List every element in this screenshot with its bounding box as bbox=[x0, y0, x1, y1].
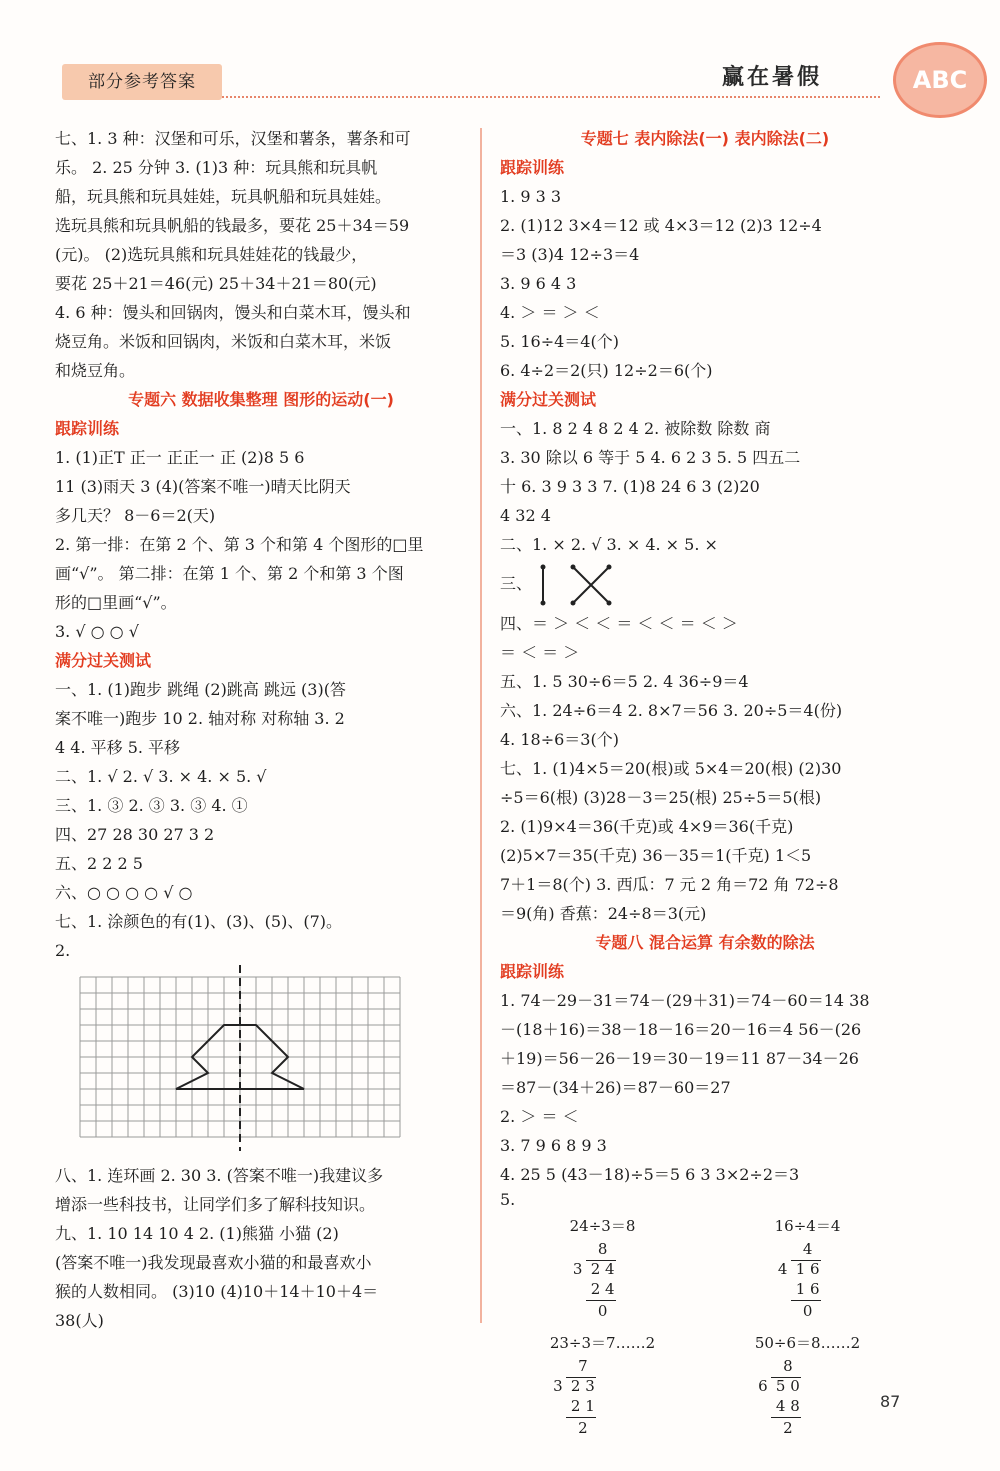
subtraction-line bbox=[586, 1300, 616, 1301]
full-score-test-label: 满分过关测试 bbox=[55, 651, 152, 670]
long-division bbox=[755, 1357, 815, 1441]
quotient: 8 bbox=[783, 1357, 793, 1375]
answer-line: ＝ ＜ ＝ ＞ bbox=[500, 643, 580, 662]
topic-six-title: 专题六 数据收集整理 图形的运动(一) bbox=[128, 390, 394, 409]
answer-line: 四、27 28 30 27 3 2 bbox=[55, 825, 215, 844]
right-column bbox=[500, 124, 910, 1449]
answer-line: ＝87－(34＋26)＝87－60＝27 bbox=[500, 1078, 731, 1097]
dividend: 2 4 bbox=[590, 1260, 615, 1278]
answer-line: 乐。 2. 25 分钟 3. (1)3 种：玩具熊和玩具帆 bbox=[55, 158, 378, 177]
dividend: 1 6 bbox=[795, 1260, 820, 1278]
answer-line: 五、2 2 2 5 bbox=[55, 854, 143, 873]
answer-line: 烧豆角。米饭和回锅肉，米饭和白菜木耳，米饭 bbox=[55, 332, 392, 351]
answer-line: 2. (1)9×4＝36(千克)或 4×9＝36(千克) bbox=[500, 817, 794, 836]
long-division bbox=[775, 1240, 835, 1324]
quotient: 4 bbox=[802, 1240, 813, 1258]
answer-line: ＋19)＝56－26－19＝30－19＝11 87－34－26 bbox=[500, 1049, 859, 1068]
divisor: 4 bbox=[777, 1260, 788, 1278]
long-division-item bbox=[570, 1215, 636, 1324]
answer-line: 一、1. (1)跑步 跳绳 (2)跳高 跳远 (3)(答 bbox=[55, 680, 346, 699]
divisor: 6 bbox=[758, 1377, 768, 1395]
answer-line: 多几天？ 8－6＝2(天) bbox=[55, 506, 216, 525]
answer-line: 2. 第一排：在第 2 个、第 3 个和第 4 个图形的□里 bbox=[55, 535, 424, 554]
track-answers bbox=[500, 182, 910, 385]
long-division-item bbox=[550, 1332, 655, 1441]
subtraction-line bbox=[791, 1300, 821, 1301]
answer-line: 案不唯一)跑步 10 2. 轴对称 对称轴 3. 2 bbox=[55, 709, 345, 728]
answer-line: 5. 16÷4＝4(个) bbox=[500, 332, 619, 351]
remainder: 0 bbox=[597, 1302, 608, 1320]
answer-line: 2. (1)12 3×4＝12 或 4×3＝12 (2)3 12÷4 bbox=[500, 216, 822, 235]
symmetry-grid-figure bbox=[75, 965, 467, 1151]
answer-line: 六、1. 24÷6＝4 2. 8×7＝56 3. 20÷5＝4(份) bbox=[500, 701, 843, 720]
quotient: 8 bbox=[597, 1240, 608, 1258]
track-training-label: 跟踪训练 bbox=[500, 962, 565, 981]
matching-answer-row bbox=[500, 559, 910, 609]
answer-line: 11 (3)雨天 3 (4)(答案不唯一)晴天比阴天 bbox=[55, 477, 351, 496]
answer-block-seven bbox=[55, 124, 467, 385]
answer-line: 5. bbox=[500, 1190, 516, 1209]
long-division-item bbox=[775, 1215, 841, 1324]
answer-line: (2)5×7＝35(千克) 36－35＝1(千克) 1＜5 bbox=[500, 846, 812, 865]
track-answers-eight bbox=[500, 986, 910, 1211]
left-column bbox=[55, 124, 467, 1335]
answer-line: 1. (1)正T 正一 正正一 正 (2)8 5 6 bbox=[55, 448, 305, 467]
long-division bbox=[550, 1357, 610, 1441]
product: 2 4 bbox=[590, 1280, 615, 1298]
dividend: 2 3 bbox=[570, 1377, 595, 1395]
abc-logo-icon: ABC bbox=[893, 42, 987, 118]
answer-line: ＝3 (3)4 12÷3＝4 bbox=[500, 245, 640, 264]
answer-line: 4. 25 5 (43－18)÷5＝5 6 3 3×2÷2＝3 bbox=[500, 1165, 800, 1184]
answer-line: ÷5＝6(根) (3)28－3＝25(根) 25÷5＝5(根) bbox=[500, 788, 822, 807]
answer-line: 4 4. 平移 5. 平移 bbox=[55, 738, 181, 757]
answer-line: 五、1. 5 30÷6＝5 2. 4 36÷9＝4 bbox=[500, 672, 749, 691]
answer-line: 二、1. × 2. √ 3. × 4. × 5. × bbox=[500, 535, 718, 554]
answer-line: 形的□里画“√”。 bbox=[55, 593, 177, 612]
answer-block-eight-nine bbox=[55, 1161, 467, 1335]
long-division-row bbox=[500, 1332, 910, 1441]
answer-line: 七、1. 涂颜色的有(1)、(3)、(5)、(7)。 bbox=[55, 912, 343, 931]
divisor: 3 bbox=[553, 1377, 563, 1395]
answer-line: 九、1. 10 14 10 4 2. (1)熊猫 小猫 (2) bbox=[55, 1224, 339, 1243]
answer-line: 4. 6 种：馒头和回锅肉，馒头和白菜木耳，馒头和 bbox=[55, 303, 411, 322]
remainder: 2 bbox=[783, 1419, 793, 1437]
answer-line: 三、1. ③ 2. ③ 3. ③ 4. ① bbox=[55, 796, 248, 815]
answer-line: 十 6. 3 9 3 3 7. (1)8 24 6 3 (2)20 bbox=[500, 477, 760, 496]
matching-lines-drawing bbox=[537, 563, 617, 607]
answer-line: 3. 9 6 4 3 bbox=[500, 274, 577, 293]
answer-line: 猴的人数相同。 (3)10 (4)10＋14＋10＋4＝ bbox=[55, 1282, 379, 1301]
answer-line: －(18＋16)＝38－18－16＝20－16＝4 56－(26 bbox=[500, 1020, 862, 1039]
topic-seven-title: 专题七 表内除法(一) 表内除法(二) bbox=[580, 129, 830, 148]
answer-line: 四、＝ ＞ ＜ ＜ ＝ ＜ ＜ ＝ ＜ ＞ bbox=[500, 614, 738, 633]
answer-line: ＝9(角) 香蕉：24÷8＝3(元) bbox=[500, 904, 707, 923]
division-equation: 24÷3＝8 bbox=[569, 1217, 636, 1235]
answer-line: 2. ＞ ＝ ＜ bbox=[500, 1107, 579, 1126]
section-tab: 部分参考答案 bbox=[62, 64, 222, 100]
division-equation: 50÷6＝8……2 bbox=[754, 1334, 861, 1352]
full-score-answers bbox=[55, 675, 467, 965]
full-score-answers bbox=[500, 414, 910, 928]
column-divider bbox=[480, 128, 482, 1323]
answer-line: 6. 4÷2＝2(只) 12÷2＝6(个) bbox=[500, 361, 713, 380]
answer-line: 选玩具熊和玩具帆船的钱最多，要花 25＋34＝59 bbox=[55, 216, 410, 235]
answer-line: 六、○ ○ ○ ○ √ ○ bbox=[55, 883, 193, 902]
answer-line: 和烧豆角。 bbox=[55, 361, 136, 380]
answer-line: 要花 25＋21＝46(元) 25＋34＋21＝80(元) bbox=[55, 274, 377, 293]
remainder: 2 bbox=[578, 1419, 588, 1437]
answer-line: 3. √ ○ ○ √ bbox=[55, 622, 139, 641]
answer-line: 画“√”。 第二排：在第 1 个、第 2 个和第 3 个图 bbox=[55, 564, 404, 583]
long-division bbox=[570, 1240, 630, 1324]
subtraction-line bbox=[566, 1417, 596, 1418]
answer-line: 1. 9 3 3 bbox=[500, 187, 562, 206]
division-equation: 23÷3＝7……2 bbox=[549, 1334, 656, 1352]
answer-line: 4 32 4 bbox=[500, 506, 551, 525]
long-division-row bbox=[500, 1215, 910, 1324]
subtraction-line bbox=[771, 1417, 801, 1418]
full-score-test-label: 满分过关测试 bbox=[500, 390, 597, 409]
division-equation: 16÷4＝4 bbox=[774, 1217, 841, 1235]
answer-line: 七、1. 3 种：汉堡和可乐，汉堡和薯条，薯条和可 bbox=[55, 129, 411, 148]
track-training-label: 跟踪训练 bbox=[500, 158, 565, 177]
answer-line: 1. 74－29－31＝74－(29＋31)＝74－60＝14 38 bbox=[500, 991, 870, 1010]
grid-drawing bbox=[75, 965, 405, 1151]
answer-line: 3. 7 9 6 8 9 3 bbox=[500, 1136, 607, 1155]
product: 1 6 bbox=[795, 1280, 820, 1298]
quotient: 7 bbox=[578, 1357, 588, 1375]
answer-line: 4. 18÷6＝3(个) bbox=[500, 730, 619, 749]
product: 4 8 bbox=[775, 1397, 800, 1415]
long-division-item bbox=[755, 1332, 860, 1441]
answer-line: 船，玩具熊和玩具娃娃，玩具帆船和玩具娃娃。 bbox=[55, 187, 392, 206]
answer-line: 增添一些科技书，让同学们多了解科技知识。 bbox=[55, 1195, 376, 1214]
answer-line: (答案不唯一)我发现最喜欢小猫的和最喜欢小 bbox=[55, 1253, 372, 1272]
answer-line: 2. bbox=[55, 941, 71, 960]
answer-line: 八、1. 连环画 2. 30 3. (答案不唯一)我建议多 bbox=[55, 1166, 384, 1185]
page-number: 87 bbox=[880, 1392, 901, 1411]
track-answers bbox=[55, 443, 467, 646]
answer-line: 七、1. (1)4×5＝20(根)或 5×4＝20(根) (2)30 bbox=[500, 759, 842, 778]
answer-line: 三、 bbox=[500, 574, 533, 593]
answer-line: 38(人) bbox=[55, 1311, 104, 1330]
brand-title: 赢在暑假 bbox=[722, 65, 823, 90]
answer-line: (元)。 (2)选玩具熊和玩具娃娃花的钱最少， bbox=[55, 245, 368, 264]
remainder: 0 bbox=[802, 1302, 813, 1320]
product: 2 1 bbox=[570, 1397, 595, 1415]
header-dotted-rule bbox=[222, 96, 880, 98]
answer-line: 4. ＞ ＝ ＞ ＜ bbox=[500, 303, 600, 322]
answer-line: 7＋1＝8(个) 3. 西瓜：7 元 2 角＝72 角 72÷8 bbox=[500, 875, 839, 894]
answer-line: 二、1. √ 2. √ 3. × 4. × 5. √ bbox=[55, 767, 267, 786]
dividend: 5 0 bbox=[775, 1377, 800, 1395]
answer-line: 3. 30 除以 6 等于 5 4. 6 2 3 5. 5 四五二 bbox=[500, 448, 801, 467]
divisor: 3 bbox=[572, 1260, 583, 1278]
answer-line: 一、1. 8 2 4 8 2 4 2. 被除数 除数 商 bbox=[500, 419, 771, 438]
topic-eight-title: 专题八 混合运算 有余数的除法 bbox=[595, 933, 815, 952]
track-training-label: 跟踪训练 bbox=[55, 419, 120, 438]
